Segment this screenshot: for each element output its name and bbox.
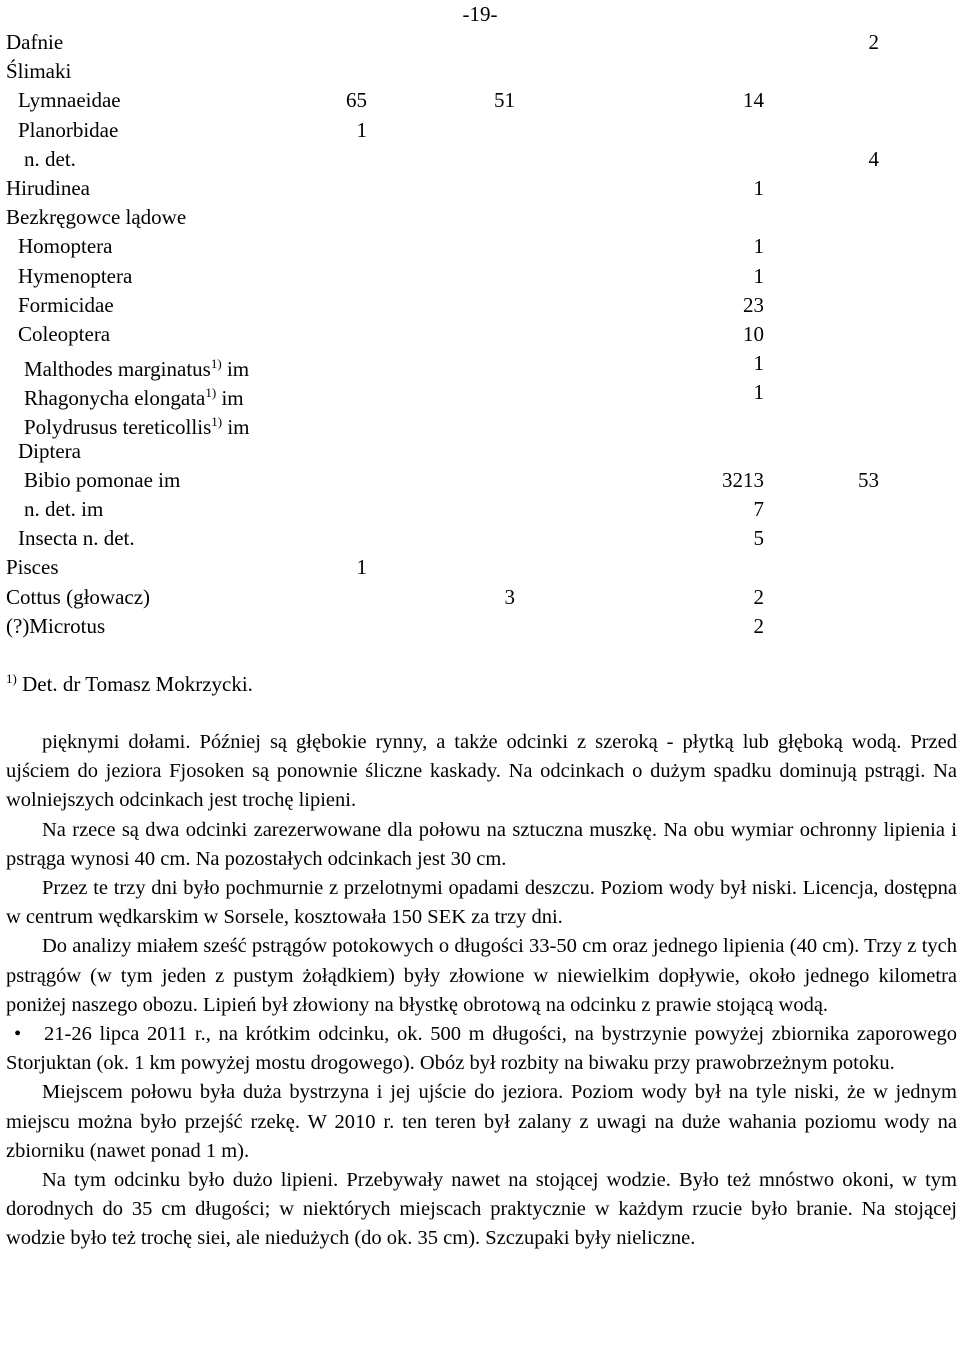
row-label	[6, 28, 63, 57]
row-footnote-mark: 1)	[205, 385, 217, 401]
row-label	[6, 57, 71, 86]
cell-value-c3: 2	[753, 613, 764, 638]
cell-value-c2: 51	[494, 88, 515, 113]
row-label-text: Lymnaeidae	[18, 88, 121, 113]
row-label-text: Insecta n. det.	[18, 526, 135, 551]
paragraph-text: Przez te trzy dni było pochmurnie z przelotnymi opadami deszczu. Poziom wody był niski. Licencja, dostępna w centrum wędkarskim w Sorsele, kosztowała 150 SEK za trzy dni.	[6, 877, 957, 929]
row-label-text: Malthodes marginatus	[24, 357, 211, 382]
row-label	[24, 145, 76, 174]
cell-value-c4: 53	[858, 467, 879, 492]
row-label-text: Coleoptera	[18, 321, 111, 346]
table-row	[0, 407, 960, 440]
table-row	[0, 553, 960, 582]
row-label	[18, 437, 81, 466]
row-footnote-mark: 1)	[210, 356, 222, 372]
cell-value-c1: 1	[356, 117, 367, 142]
cell-value-c3: 5	[753, 526, 764, 551]
row-label-text: n. det.	[24, 146, 76, 171]
cell-value-c2: 3	[504, 584, 515, 609]
cell-value-c3: 1	[753, 263, 764, 288]
row-label-text: Dafnie	[6, 30, 64, 54]
row-label	[18, 232, 112, 261]
row-label	[6, 174, 90, 203]
paragraph-text: pięknymi dołami. Później są głębokie rynny, a także odcinki z szeroką - płytką lub głęboką wodą. Przed ujściem do jeziora Fjosoken są ponownie śliczne kaskady. Na odcinkach o dużym spadku dominują pstrągi. Na wolniejszych odcinkach jest trochę lipieni.	[6, 731, 957, 812]
row-label-suffix: im	[222, 415, 250, 440]
table-row	[0, 612, 960, 641]
row-label	[6, 553, 59, 582]
table-row	[0, 203, 960, 232]
table-row	[0, 466, 960, 495]
row-label	[18, 320, 110, 349]
paragraph	[6, 1078, 957, 1166]
row-label-text: (?)Microtus	[6, 613, 106, 638]
table-row	[0, 86, 960, 115]
row-label	[18, 86, 121, 115]
bullet-icon: •	[14, 1023, 22, 1046]
paragraph	[6, 874, 957, 932]
cell-value-c3: 10	[743, 321, 764, 346]
table-row	[0, 349, 960, 382]
row-label-text: n. det. im	[24, 497, 104, 521]
cell-value-c4: 4	[868, 146, 879, 171]
cell-value-c3: 1	[753, 234, 764, 259]
table-row	[0, 262, 960, 291]
row-label	[18, 291, 114, 320]
row-label-suffix: im	[221, 357, 250, 382]
table-row	[0, 437, 960, 466]
row-label	[24, 466, 180, 495]
cell-value-c3: 14	[743, 88, 764, 113]
row-label-text: Polydrusus tereticollis	[24, 415, 212, 440]
row-label	[18, 262, 132, 291]
cell-value-c3: 7	[753, 497, 764, 521]
paragraph-text: Miejscem połowu była duża bystrzyna i jej ujście do jeziora. Poziom wody był na tyle niski, że w jednym miejscu można było przejść rzekę. W 2010 r. ten teren był zalany z uwagi na duże wahania poziomu wody na zbiorniku (nawet ponad 1 m).	[6, 1081, 957, 1162]
row-label-text: Pisces	[6, 555, 59, 580]
table-row	[0, 116, 960, 145]
row-label-text: Homoptera	[18, 234, 113, 259]
cell-value-c3: 3213	[722, 467, 764, 492]
row-label	[6, 583, 150, 612]
table-row	[0, 174, 960, 203]
paragraph	[6, 932, 957, 1020]
paragraph-text: Na tym odcinku było dużo lipieni. Przebywały nawet na stojącej wodzie. Było też mnóstwo okoni, w tym dorodnych do 35 cm długości; w niektórych miejscach praktycznie w każdym rzucie było branie. Na stojącej wodzie było też trochę siei, ale niedużych (do ok. 35 cm). Szczupaki były nieliczne.	[6, 1169, 957, 1250]
cell-value-c3: 1	[753, 380, 764, 405]
table-row	[0, 378, 960, 411]
row-label	[18, 524, 135, 553]
row-label	[18, 116, 118, 145]
footnote	[6, 671, 253, 697]
row-label-text: Diptera	[18, 438, 81, 463]
species-table	[0, 28, 960, 641]
paragraph-text: 21-26 lipca 2011 r., na krótkim odcinku, ok. 500 m długości, na bystrzynie powyżej zbiornika zaporowego Storjuktan (ok. 1 km powyżej mostu drogowego). Obóz był rozbity na biwaku przy prawobrzeżnym potoku.	[6, 1023, 957, 1075]
row-label-text: Cottus (głowacz)	[6, 584, 151, 609]
paragraph-text: Na rzece są dwa odcinki zarezerwowane dla połowu na sztuczna muszkę. Na obu wymiar ochronny lipienia i pstrąga wynosi 40 cm. Na pozostałych odcinkach jest 30 cm.	[6, 818, 957, 870]
footnote-text: Det. dr Tomasz Mokrzycki.	[16, 672, 253, 696]
table-row	[0, 524, 960, 553]
footnote-mark: 1)	[6, 671, 17, 686]
row-label-text: Ślimaki	[6, 59, 72, 84]
table-row	[0, 57, 960, 86]
table-row	[0, 583, 960, 612]
paragraph	[6, 728, 957, 816]
table-row	[0, 291, 960, 320]
row-label-text: Bibio pomonae im	[24, 467, 181, 492]
page-number: -19-	[462, 2, 498, 26]
table-row	[0, 495, 960, 524]
row-label-text: Planorbidae	[18, 117, 119, 142]
row-label	[6, 203, 186, 232]
cell-value-c3: 2	[753, 584, 764, 609]
cell-value-c3: 1	[753, 175, 764, 200]
row-footnote-mark: 1)	[211, 414, 223, 430]
row-label	[6, 612, 105, 641]
cell-value-c1: 1	[356, 555, 367, 580]
cell-value-c3: 1	[753, 351, 764, 376]
row-label-text: Formicidae	[18, 292, 114, 317]
row-label-text: Hymenoptera	[18, 263, 133, 288]
paragraph	[6, 1166, 957, 1254]
row-label-text: Bezkręgowce lądowe	[6, 205, 187, 230]
paragraph-text: Do analizy miałem sześć pstrągów potokowych o długości 33-50 cm oraz jednego lipienia (40 cm). Trzy z tych pstrągów (w tym jeden z pustym żołądkiem) były złowione w niewielkim dopływie, około jednego kilometra poniżej naszego obozu. Lipień był złowiony na błystkę obrotową na odcinku z prawie stojącą wodą.	[6, 935, 957, 1016]
cell-value-c1: 65	[346, 88, 367, 113]
body-text	[6, 728, 957, 1254]
table-row	[0, 320, 960, 349]
cell-value-c4: 2	[868, 30, 879, 54]
row-label-text: Rhagonycha elongata	[24, 386, 206, 411]
row-label-suffix: im	[216, 386, 244, 411]
table-row	[0, 28, 960, 57]
row-label-text: Hirudinea	[6, 175, 90, 200]
row-label	[24, 495, 103, 524]
cell-value-c3: 23	[743, 292, 764, 317]
table-row	[0, 145, 960, 174]
table-row	[0, 232, 960, 261]
paragraph	[6, 816, 957, 874]
bullet-paragraph	[6, 1020, 957, 1078]
